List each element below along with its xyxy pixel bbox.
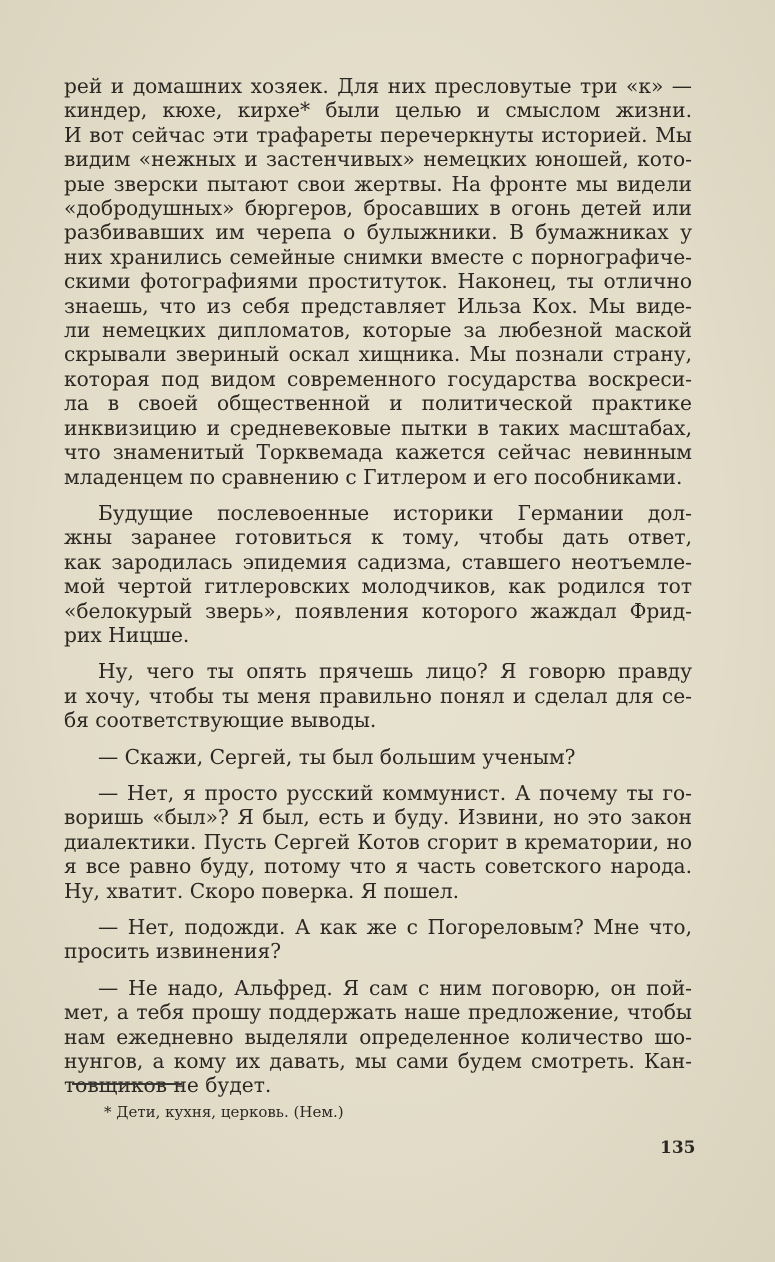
text-line: — Скажи, Сергей, ты был большим ученым? bbox=[98, 744, 576, 769]
text-line: инквизицию и средневековые пытки в таких масштабах, bbox=[64, 415, 692, 440]
paragraph bbox=[64, 745, 692, 769]
footnote: * Дети, кухня, церковь. (Нем.) bbox=[104, 1103, 344, 1121]
text-line: диалектики. Пусть Сергей Котов сгорит в крематории, но bbox=[64, 829, 692, 854]
text-line: разбивавших им черепа о булыжники. В бумажниках у bbox=[64, 220, 692, 245]
text-line: мой чертой гитлеровских молодчиков, как родился тот bbox=[64, 574, 692, 599]
text-line: что знаменитый Торквемада кажется сейчас невинным bbox=[64, 440, 692, 465]
text-line: ла в своей общественной и политической практике bbox=[64, 391, 692, 416]
text-line: — Не надо, Альфред. Я сам с ним поговорю, он пой- bbox=[98, 975, 692, 1000]
text-line: мет, а тебя прошу поддержать наше предложение, чтобы bbox=[64, 1000, 692, 1025]
text-line: знаешь, что из себя представляет Ильза Кох. Мы виде- bbox=[64, 293, 692, 318]
text-line: ли немецких дипломатов, которые за любезной маской bbox=[64, 318, 692, 343]
text-line: Ну, чего ты опять прячешь лицо? Я говорю правду bbox=[98, 659, 692, 684]
paragraph bbox=[64, 501, 692, 647]
text-line: как зародилась эпидемия садизма, ставшего неотъемле- bbox=[64, 549, 692, 574]
body-text bbox=[64, 74, 692, 1098]
text-line: которая под видом современного государства воскреси- bbox=[64, 366, 692, 391]
text-line: я все равно буду, потому что я часть советского народа. bbox=[64, 854, 692, 879]
text-line: нам ежедневно выделяли определенное количество шо- bbox=[64, 1024, 692, 1049]
text-line: — Нет, я просто русский коммунист. А почему ты го- bbox=[98, 780, 692, 805]
text-line: и хочу, чтобы ты меня правильно понял и сделал для се- bbox=[64, 683, 692, 708]
text-line: товщиков не будет. bbox=[64, 1073, 272, 1098]
text-line: И вот сейчас эти трафареты перечеркнуты историей. Мы bbox=[64, 122, 692, 147]
text-line: нунгов, а кому их давать, мы сами будем смотреть. Кан- bbox=[64, 1049, 692, 1074]
text-line: киндер, кюхе, кирхе* были целью и смыслом жизни. bbox=[64, 98, 692, 123]
paragraph bbox=[64, 915, 692, 964]
text-line: — Нет, подожди. А как же с Погореловым? Мне что, bbox=[98, 915, 692, 939]
text-line: рые зверски пытают свои жертвы. На фронте мы видели bbox=[64, 171, 692, 196]
page-number: 135 bbox=[660, 1138, 696, 1158]
footnote-divider bbox=[72, 1083, 182, 1085]
paragraph bbox=[64, 781, 692, 903]
text-line: просить извинения? bbox=[64, 939, 282, 964]
paragraph bbox=[64, 74, 692, 489]
text-line: «добродушных» бюргеров, бросавших в огонь детей или bbox=[64, 196, 692, 221]
text-line: скрывали звериный оскал хищника. Мы познали страну, bbox=[64, 342, 692, 367]
text-line: скими фотографиями проституток. Наконец, ты отлично bbox=[64, 269, 692, 294]
text-line: жны заранее готовиться к тому, чтобы дать ответ, bbox=[64, 525, 692, 550]
text-line: воришь «был»? Я был, есть и буду. Извини, но это закон bbox=[64, 805, 692, 830]
text-line: «белокурый зверь», появления которого жаждал Фрид- bbox=[64, 598, 692, 623]
text-line: видим «нежных и застенчивых» немецких юношей, кото- bbox=[64, 147, 692, 172]
text-line: рих Ницше. bbox=[64, 622, 190, 647]
text-line: младенцем по сравнению с Гитлером и его пособниками. bbox=[64, 464, 683, 489]
text-line: рей и домашних хозяек. Для них пресловутые три «к» — bbox=[64, 74, 692, 98]
text-line: бя соответствующие выводы. bbox=[64, 708, 377, 733]
text-line: Ну, хватит. Скоро поверка. Я пошел. bbox=[64, 878, 460, 903]
text-line: Будущие послевоенные историки Германии дол- bbox=[98, 500, 692, 525]
paragraph bbox=[64, 659, 692, 732]
paragraph bbox=[64, 976, 692, 1098]
text-line: них хранились семейные снимки вместе с порнографиче- bbox=[64, 244, 692, 269]
